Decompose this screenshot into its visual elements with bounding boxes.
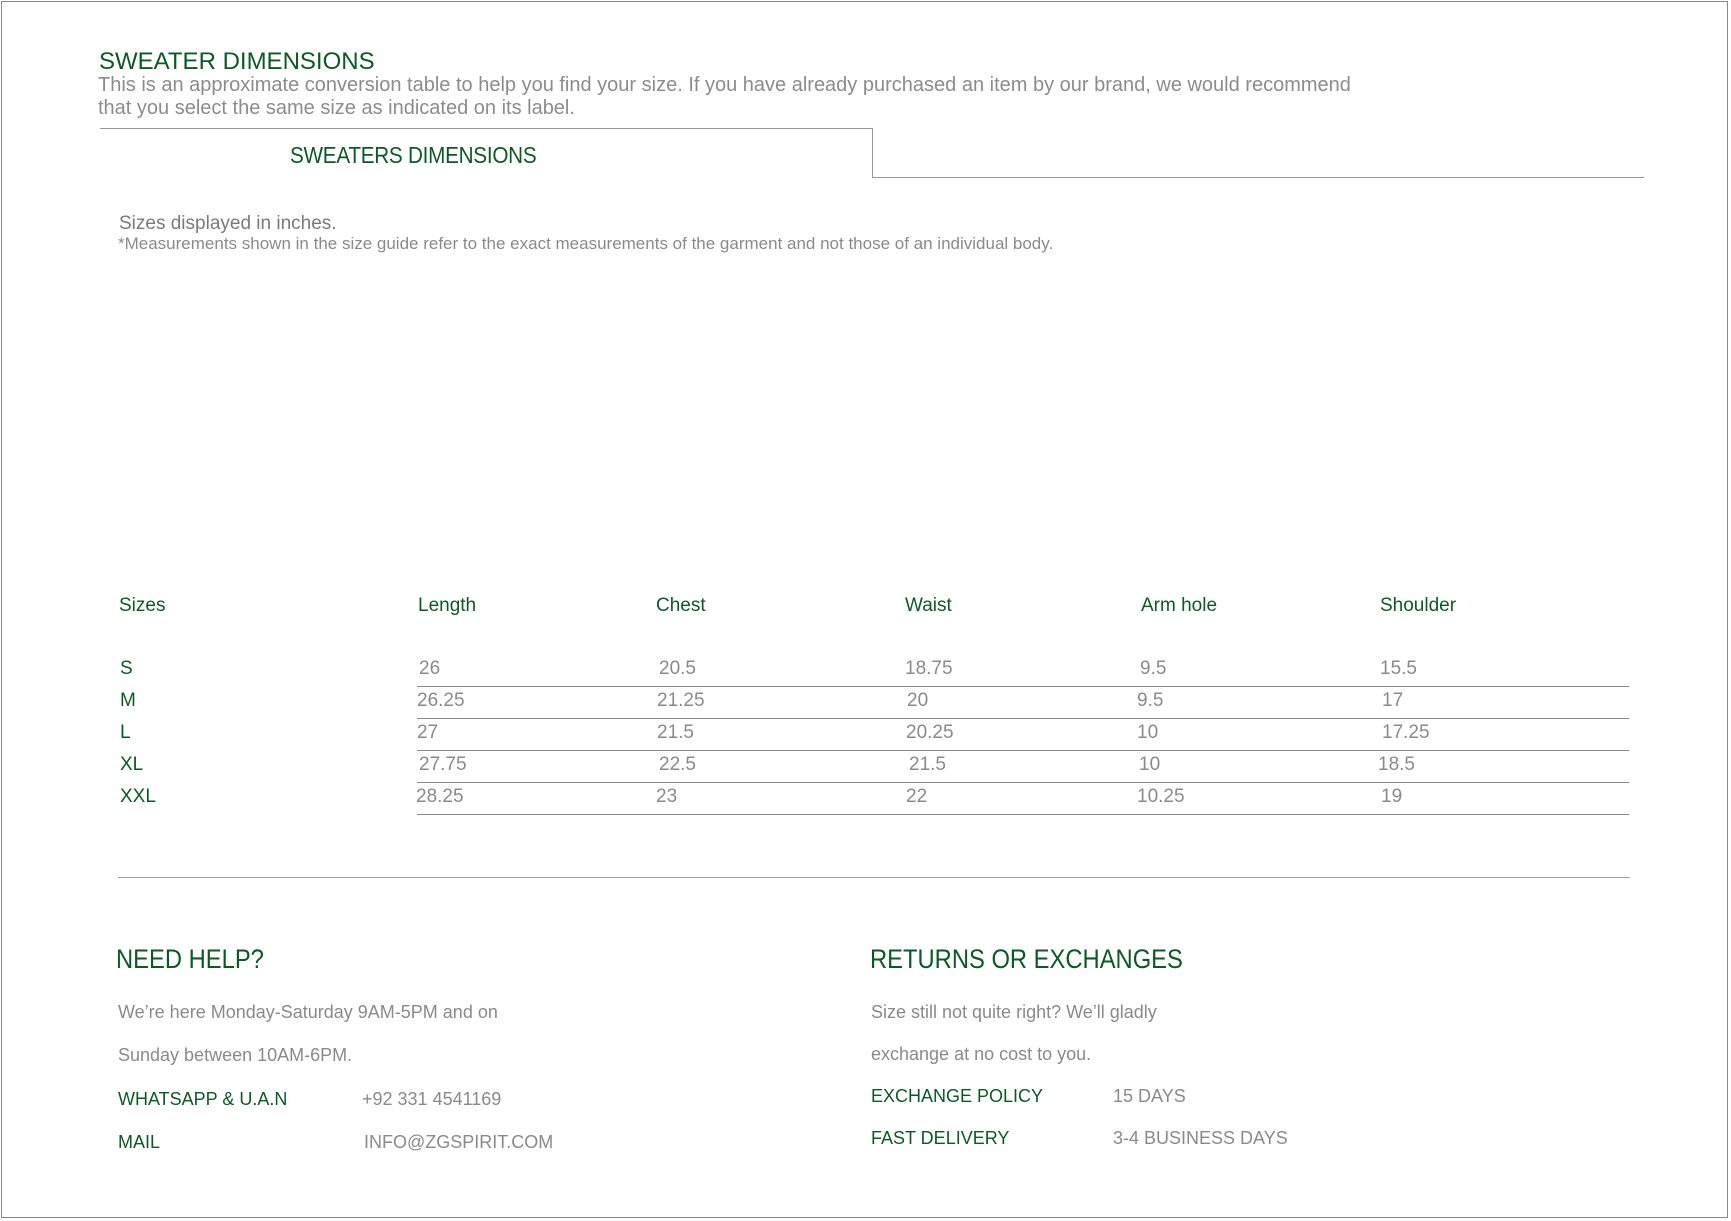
cell-size: M — [120, 690, 136, 711]
cell-waist: 20.25 — [906, 722, 954, 743]
table-row — [0, 658, 1731, 690]
table-row — [0, 754, 1731, 786]
cell-waist: 21.5 — [909, 754, 946, 775]
cell-chest: 21.25 — [657, 690, 705, 711]
measurement-disclaimer: *Measurements shown in the size guide refer to the exact measurements of the garment and not those of an individual body. — [118, 234, 1054, 253]
cell-waist: 22 — [906, 786, 928, 807]
need-help-title: NEED HELP? — [116, 944, 264, 974]
cell-waist: 18.75 — [905, 658, 953, 679]
intro-text — [98, 74, 1418, 120]
cell-arm-hole: 9.5 — [1137, 690, 1164, 711]
tab-sweaters-dimensions[interactable]: SWEATERS DIMENSIONS — [290, 142, 537, 168]
row-divider — [417, 718, 1629, 719]
returns-line-1: Size still not quite right? We’ll gladly — [871, 1002, 1157, 1022]
exchange-policy-value: 15 DAYS — [1113, 1086, 1186, 1106]
cell-length: 27 — [417, 722, 439, 743]
cell-shoulder: 19 — [1381, 786, 1403, 807]
cell-arm-hole: 10.25 — [1137, 786, 1185, 807]
cell-chest: 21.5 — [657, 722, 694, 743]
table-row — [0, 786, 1731, 818]
cell-shoulder: 15.5 — [1380, 658, 1417, 679]
help-hours-line-2: Sunday between 10AM-6PM. — [118, 1045, 353, 1065]
header-arm-hole: Arm hole — [1141, 595, 1218, 616]
row-divider — [417, 686, 1629, 687]
mail-address[interactable]: INFO@ZGSPIRIT.COM — [364, 1132, 554, 1152]
cell-arm-hole: 10 — [1139, 754, 1161, 775]
cell-size: S — [120, 658, 133, 679]
returns-line-2: exchange at no cost to you. — [871, 1044, 1092, 1064]
header-sizes: Sizes — [119, 595, 166, 616]
table-row — [0, 722, 1731, 754]
header-length: Length — [418, 595, 477, 616]
cell-arm-hole: 10 — [1137, 722, 1159, 743]
intro-line-1: This is an approximate conversion table to help you find your size. If you have already purchased an item by our brand, we would recommend — [98, 74, 1351, 96]
fast-delivery-value: 3-4 BUSINESS DAYS — [1113, 1128, 1288, 1148]
cell-length: 27.75 — [419, 754, 467, 775]
header-shoulder: Shoulder — [1380, 595, 1457, 616]
cell-length: 26 — [419, 658, 441, 679]
page-frame — [1, 1, 1728, 1218]
fast-delivery-label: FAST DELIVERY — [871, 1128, 1010, 1148]
whatsapp-label: WHATSAPP & U.A.N — [118, 1089, 288, 1109]
tab-border-top — [100, 128, 872, 129]
cell-size: XL — [120, 754, 144, 775]
units-note: Sizes displayed in inches. — [119, 213, 337, 234]
row-divider — [417, 782, 1629, 783]
cell-size: XXL — [120, 786, 156, 807]
help-hours-line-1: We’re here Monday-Saturday 9AM-5PM and on — [118, 1002, 498, 1022]
cell-arm-hole: 9.5 — [1140, 658, 1167, 679]
cell-chest: 22.5 — [659, 754, 696, 775]
section-divider — [118, 877, 1630, 878]
page-title: SWEATER DIMENSIONS — [99, 48, 375, 75]
table-row — [0, 690, 1731, 722]
returns-title: RETURNS OR EXCHANGES — [870, 944, 1183, 974]
intro-line-2: that you select the same size as indicated on its label. — [98, 97, 575, 119]
whatsapp-number[interactable]: +92 331 4541169 — [362, 1089, 502, 1109]
cell-length: 26.25 — [417, 690, 465, 711]
cell-chest: 23 — [656, 786, 678, 807]
mail-label: MAIL — [118, 1132, 161, 1152]
header-waist: Waist — [905, 595, 952, 616]
row-divider — [417, 750, 1629, 751]
tab-border-side — [872, 128, 873, 178]
cell-shoulder: 18.5 — [1378, 754, 1415, 775]
header-chest: Chest — [656, 595, 706, 616]
cell-chest: 20.5 — [659, 658, 696, 679]
tab-border-bottom — [872, 177, 1644, 178]
row-divider — [417, 814, 1629, 815]
cell-shoulder: 17 — [1382, 690, 1404, 711]
cell-shoulder: 17.25 — [1382, 722, 1430, 743]
cell-size: L — [120, 722, 131, 743]
exchange-policy-label: EXCHANGE POLICY — [871, 1086, 1044, 1106]
cell-length: 28.25 — [416, 786, 464, 807]
cell-waist: 20 — [907, 690, 929, 711]
